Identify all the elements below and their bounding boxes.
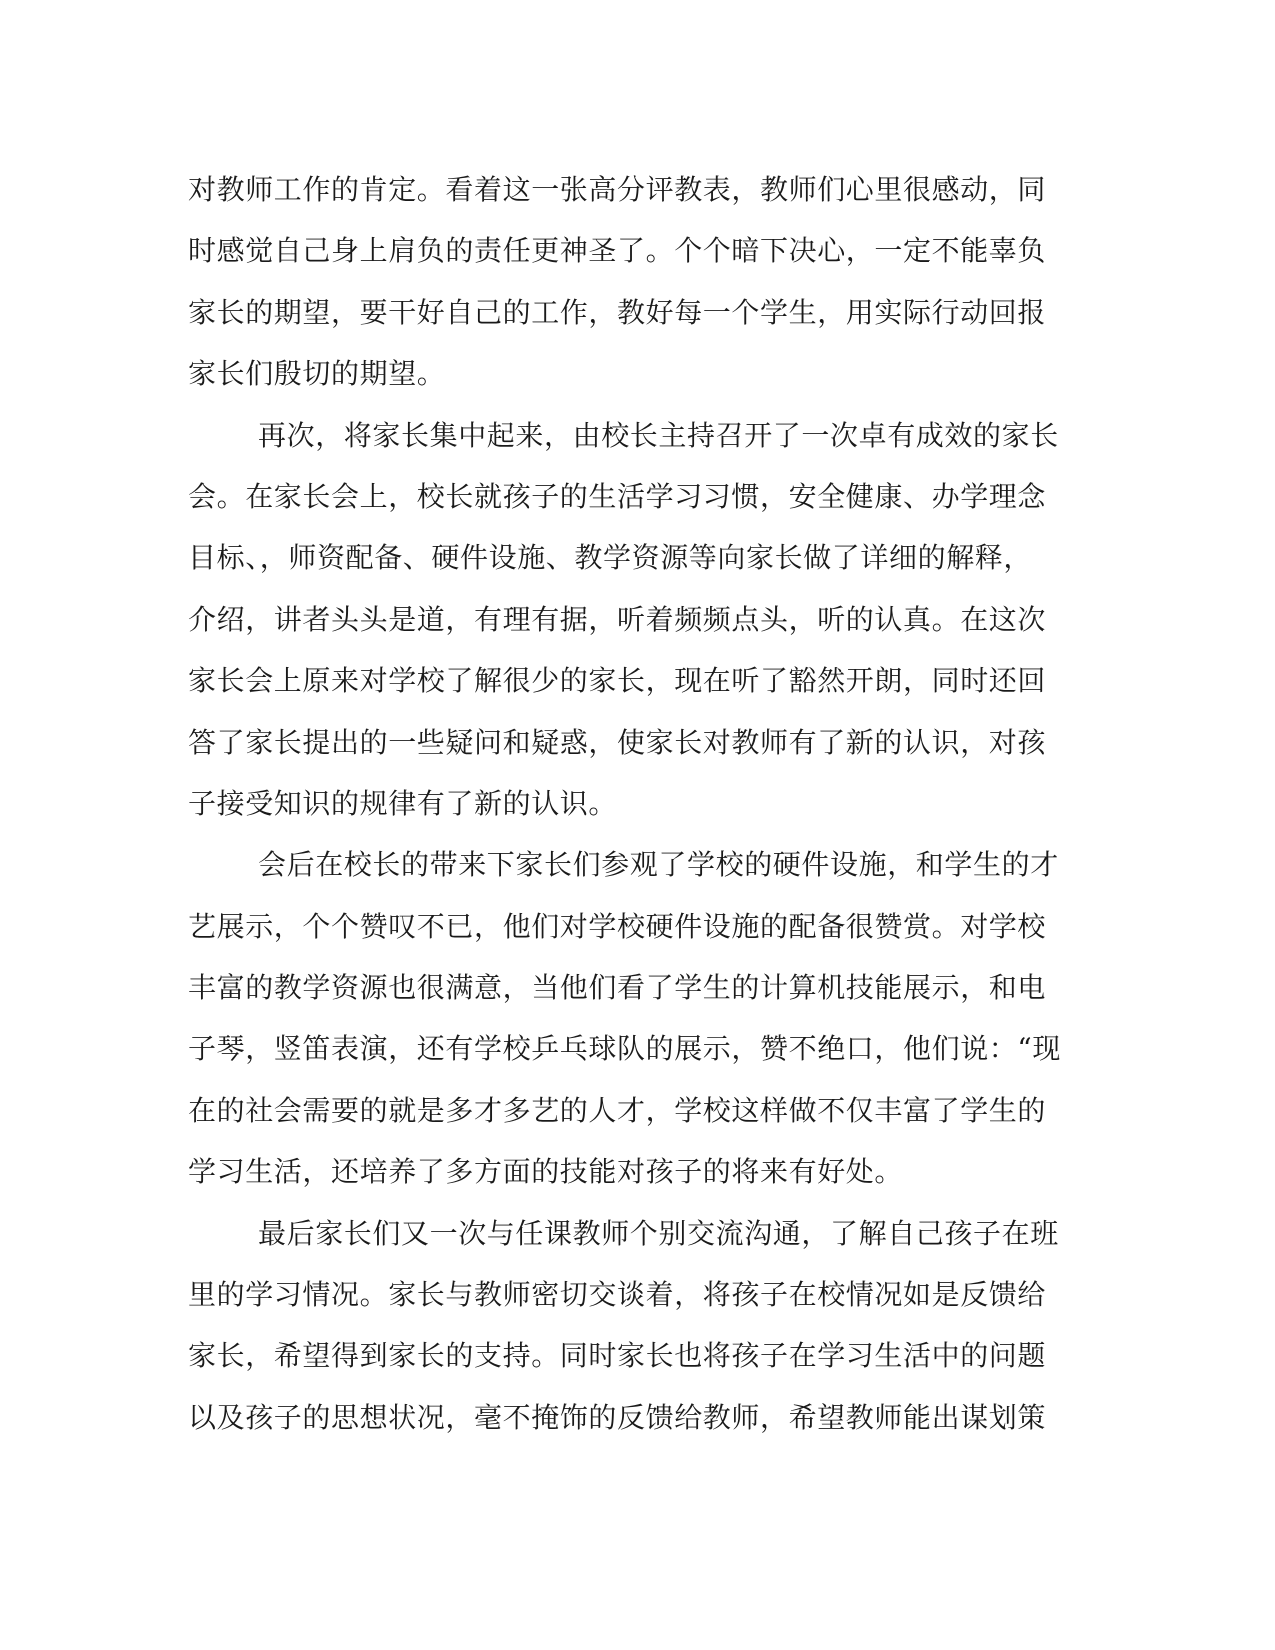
text-line: 以及孩子的思想状况，毫不掩饰的反馈给教师，希望教师能出谋划策 bbox=[188, 1400, 1047, 1434]
text-line: 丰富的教学资源也很满意，当他们看了学生的计算机技能展示，和电 bbox=[188, 971, 1047, 1005]
text-line: 时感觉自己身上肩负的责任更神圣了。个个暗下决心，一定不能辜负 bbox=[188, 234, 1047, 268]
text-line: 答了家长提出的一些疑问和疑惑，使家长对教师有了新的认识，对孩 bbox=[188, 725, 1047, 759]
text-line: 子琴，竖笛表演，还有学校乒乓球队的展示，赞不绝口，他们说：“现 bbox=[188, 1032, 1061, 1066]
text-line: 对教师工作的肯定。看着这一张高分评教表，教师们心里很感动，同 bbox=[188, 173, 1047, 206]
text-line: 目标、，师资配备、硬件设施、教学资源等向家长做了详细的解释， bbox=[188, 541, 1033, 575]
text-line: 家长，希望得到家长的支持。同时家长也将孩子在学习生活中的问题 bbox=[188, 1339, 1047, 1373]
text-line: 会。在家长会上，校长就孩子的生活学习习惯，安全健康、办学理念 bbox=[188, 479, 1047, 513]
text-line: 家长们殷切的期望。 bbox=[188, 357, 446, 391]
paragraph-first-line: 会后在校长的带来下家长们参观了学校的硬件设施，和学生的才 bbox=[258, 848, 1059, 882]
body-text bbox=[188, 159, 1068, 1448]
paragraph-first-line: 再次，将家长集中起来，由校长主持召开了一次卓有成效的家长 bbox=[258, 418, 1059, 452]
text-line: 学习生活，还培养了多方面的技能对孩子的将来有好处。 bbox=[188, 1155, 904, 1189]
text-line: 家长会上原来对学校了解很少的家长，现在听了豁然开朗，同时还回 bbox=[188, 664, 1047, 698]
text-line: 在的社会需要的就是多才多艺的人才，学校这样做不仅丰富了学生的 bbox=[188, 1093, 1047, 1127]
text-line: 介绍，讲者头头是道，有理有据，听着频频点头，听的认真。在这次 bbox=[188, 602, 1047, 636]
text-line: 家长的期望，要干好自己的工作，教好每一个学生，用实际行动回报 bbox=[188, 295, 1047, 329]
text-line: 艺展示，个个赞叹不已，他们对学校硬件设施的配备很赞赏。对学校 bbox=[188, 909, 1047, 943]
text-line: 子接受知识的规律有了新的认识。 bbox=[188, 786, 618, 820]
paragraph-first-line: 最后家长们又一次与任课教师个别交流沟通，了解自己孩子在班 bbox=[258, 1216, 1059, 1250]
text-line: 里的学习情况。家长与教师密切交谈着，将孩子在校情况如是反馈给 bbox=[188, 1278, 1047, 1312]
